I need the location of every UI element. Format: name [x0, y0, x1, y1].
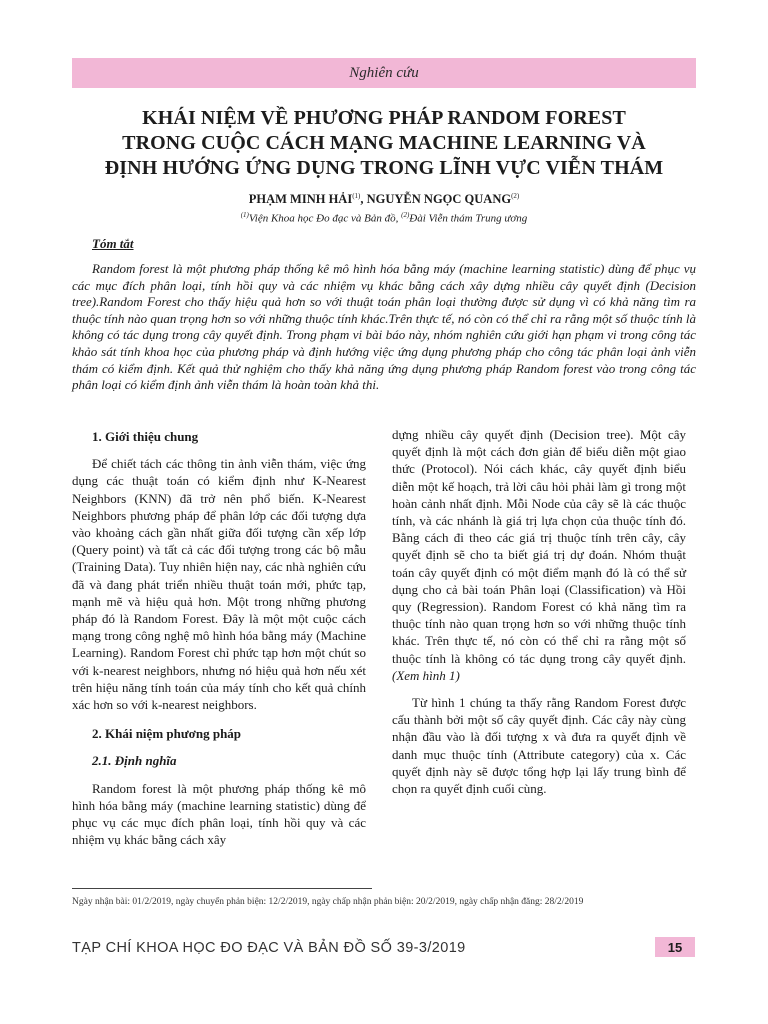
journal-footer: TẠP CHÍ KHOA HỌC ĐO ĐẠC VÀ BẢN ĐỒ SỐ 39-3/2019 [72, 940, 466, 956]
body-paragraph: Random forest là một phương pháp thống kê mô hình hóa bằng máy (machine learning statistic) dùng để phục vụ các mục đích phân loại, tính hồi quy và các nhiệm vụ khác bằng cách xây [72, 780, 366, 848]
figure-reference: (Xem hình 1) [392, 667, 460, 683]
author-separator: , [360, 192, 367, 207]
section-heading: 1. Giới thiệu chung [92, 429, 199, 444]
footnote-divider [72, 888, 372, 889]
author-name: NGUYỄN NGỌC QUANG [366, 192, 512, 207]
footnote-dates: Ngày nhận bài: 01/2/2019, ngày chuyển phản biện: 12/2/2019, ngày chấp nhận phản biện: 20/2/2019, ngày chấp nhận đăng: 28/2/2019 [72, 897, 584, 907]
title-line: ĐỊNH HƯỚNG ỨNG DỤNG TRONG LĨNH VỰC VIỄN THÁM [104, 157, 664, 179]
author-affil-mark: (2) [511, 192, 520, 200]
left-column [72, 426, 366, 848]
affil-mark: (2) [401, 211, 410, 219]
page-number: 15 [655, 937, 695, 957]
author-line [72, 192, 696, 207]
author-name: PHẠM MINH HẢI [248, 192, 353, 207]
affiliation: Viện Khoa học Đo đạc và Bản đồ, [248, 212, 402, 225]
title-line: KHÁI NIỆM VỀ PHƯƠNG PHÁP RANDOM FOREST [142, 107, 626, 129]
body-paragraph: Để chiết tách các thông tin ảnh viễn thám, việc ứng dụng các thuật toán có kiểm định như K-Nearest Neighbors (KNN) đã trở nên phổ biến. K-Nearest Neighbors phương pháp để phân lớp các đối tượng dựa vào khoảng cách gần nhất giữa đối tượng cần xếp lớp (Query point) và tất cả các đối tượng trong các bộ mẫu (Training Data). Tuy nhiên hiện nay, các nhà nghiên cứu đã và đang phát triển nhiều thuật toán mới, phức tạp, mạnh mẽ và hiệu quả hơn. Một trong những phương pháp đó là Random Forest. Đây là một một cuộc cách mạng trong công nghệ mô hình hóa bằng máy (Machine Learning). Random Forest chỉ phức tạp hơn một chút so với k-nearest neighbors, nhưng nó hiệu quả hơn nếu xét trên hiệu năng tính toán của máy tính cho kết quả chính xác hơn so với k-nearest neighbors. [72, 456, 366, 713]
title-line: TRONG CUỘC CÁCH MẠNG MACHINE LEARNING VÀ [122, 132, 646, 154]
body-paragraph [392, 426, 686, 684]
abstract-text: Random forest là một phương pháp thống kê mô hình hóa bằng máy (machine learning statistic) dùng để phục vụ các mục đích phân loại, tính hồi quy và các nhiệm vụ khác bằng cách xây dựng nhiều cây quyết định (Decision tree).Random Forest cho thấy hiệu quả hơn so với thuật toán phân loại thường được sử dụng vì có khả năng tìm ra thuộc tính nào quan trọng hơn so với những thuộc tính khác.Trên thực tế, nó còn có thể chỉ ra rằng một số thuộc tính là không có tác dụng trong cây quyết định. Trong phạm vi bài báo này, nhóm nghiên cứu giới hạn phạm vi trong công tác khảo sát tính khoa học của phương pháp và định hướng việc ứng dụng phương pháp cho công tác phân loại ảnh viễn thám có kiểm định. Kết quả thử nghiệm cho thấy khả năng ứng dụng phương pháp Random forest vào trong công tác phân loại có kiểm định ảnh viễn thám là hoàn toàn khả thi. [72, 261, 696, 393]
abstract-heading: Tóm tắt [92, 236, 134, 251]
section-label: Nghiên cứu [349, 64, 419, 81]
affil-mark: (1) [240, 211, 249, 219]
section-banner [72, 58, 696, 88]
affiliation: Đài Viễn thám Trung ương [409, 212, 528, 225]
subsection-heading: 2.1. Định nghĩa [92, 753, 177, 769]
paragraph-text: dựng nhiều cây quyết định (Decision tree). Một cây quyết định là một cách đơn giản để biểu diễn một giao thức (Protocol). Nói cách khác, cây quyết định biểu diễn một kế hoạch, trả lời câu hỏi phải làm gì trong một hoàn cảnh nhất định. Mỗi Node của cây sẽ là các thuộc tính, và các nhánh là giá trị lựa chọn của thuộc tính đó. Bằng cách đi theo các giá trị thuộc tính trên cây, cây quyết định sẽ cho ta biết giá trị dự đoán. Nhóm thuật toán cây quyết định có một điểm mạnh đó là có thể sử dụng cho cả bài toán Phân loại (Classification) và Hồi quy (Regression). Random Forest có khả năng tìm ra thuộc tính nào quan trọng hơn so với những thuộc tính khác. Trên thực tế, nó còn có thể chỉ ra rằng một số thuộc tính là không có tác dụng trong cây quyết định. [392, 427, 686, 666]
article-title [72, 106, 696, 181]
affiliation-line [72, 211, 696, 225]
author-affil-mark: (1) [352, 192, 361, 200]
right-column [392, 426, 686, 797]
body-paragraph: Từ hình 1 chúng ta thấy rằng Random Forest được cấu thành bởi một số cây quyết định. Các cây này cùng nhận đầu vào là đối tượng x và đưa ra quyết định về danh mục thuộc tính (Attribute category) của x. Các quyết định này sẽ được tổng hợp lại lấy trung bình để chọn ra quyết định cuối cùng. [392, 695, 686, 797]
section-heading: 2. Khái niệm phương pháp [92, 726, 242, 742]
